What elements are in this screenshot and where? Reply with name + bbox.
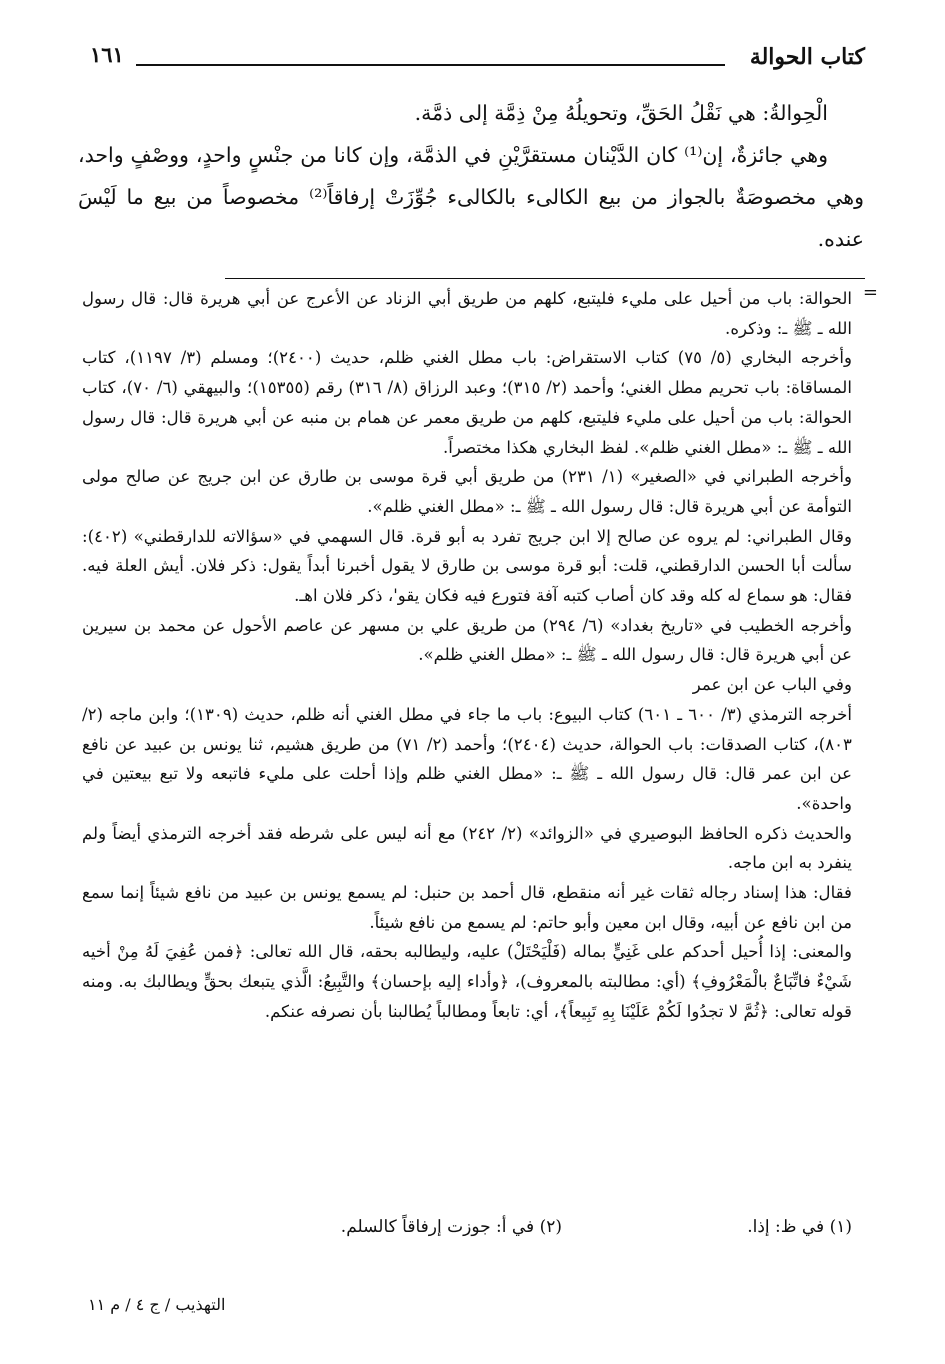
book-title: كتاب الحوالة <box>749 44 865 70</box>
note-paragraph: والمعنى: إذا أُحيل أحدكم على غَنِيٍّ بماله (فَلْيَحْتَلْ) عليه، وليطالبه بحقه، قال الله تعالى: ﴿فمن عُفِيَ لَهُ مِنْ أخيه شَيْءٌ فاتِّبَاعٌ بالْمَعْرُوفِ﴾ (أي: مطالبته بالمعروف)، ﴿وأداء إليه بإحسان﴾ والتَّبِيعُ: الَّذي يتبعك بحقٍّ ويطالبك به. ومنه قوله تعالى: ﴿ثُمَّ لا تجدُوا لَكُمْ عَلَيْنَا بِهِ تَبِيعاً﴾، أي: تابعاً ومطالباً يُطالبنا بأن نصرفه عنكم. <box>82 942 852 1021</box>
footnote-2: (٢) في أ: جوزت إرفاقاً كالسلم. <box>340 1217 562 1237</box>
commentary-notes <box>82 284 852 1027</box>
note-paragraph: وأخرجه الطبراني في «الصغير» (١/ ٢٣١) من طريق أبي قرة موسى بن طارق عن ابن جريج عن صالح مولى التوأمة عن أبي هريرة قال: قال رسول الله ـ ﷺ ـ: «مطل الغني ظلم». <box>82 467 852 516</box>
definition-line: الْحِوالةُ: هي نَقْلُ الحَقِّ، وتحويلُهُ مِنْ ذِمَّة إلى ذمَّة. <box>414 101 828 125</box>
note-paragraph: الحوالة: باب من أحيل على مليء فليتبع، كلهم من طريق أبي الزناد عن الأعرج عن أبي هريرة قال: قال رسول الله ـ ﷺ ـ: وذكره. <box>82 289 852 338</box>
note-paragraph: فقال: هذا إسناد رجاله ثقات غير أنه منقطع، قال أحمد بن حنبل: لم يسمع يونس بن عبيد من نافع شيئاً إنما سمع من ابن نافع عن أبيه، وقال ابن معين وأبو حاتم: لم يسمع من نافع شيئاً. <box>82 883 852 932</box>
note-paragraph: والحديث ذكره الحافظ البوصيري في «الزوائد» (٢/ ٢٤٢) مع أنه ليس على شرطه فقد أخرجه الترمذي أيضاً ولم ينفرد به ابن ماجه. <box>82 823 852 873</box>
footnote-1: (١) في ظ: إذا. <box>747 1217 852 1237</box>
footnote-separator <box>225 278 865 279</box>
note-paragraph: أخرجه الترمذي (٣/ ٦٠٠ ـ ٦٠١) كتاب البيوع: باب ما جاء في مطل الغني أنه ظلم، حديث (١٣٠٩)؛ وابن ماجه (٢/ ٨٠٣)، كتاب الصدقات: باب الحوالة، حديث (٢٤٠٤)؛ وأحمد (٢/ ٧١) من طريق هشيم، ثنا يونس بن عبيد عن نافع عن ابن عمر قال: قال رسول الله ـ ﷺ ـ: «مطل الغني ظلم وإذا أحلت على مليء فاتبعه ولا تبع بيعتين في واحدة». <box>82 704 852 813</box>
note-paragraph: وفي الباب عن ابن عمر <box>692 675 852 695</box>
running-header <box>90 36 865 76</box>
note-paragraph: وقال الطبراني: لم يروه عن صالح إلا ابن جريج تفرد به أبو قرة. قال السهمي في «سؤالاته للدارقطني» (٤٠٢): سألت أبا الحسن الدارقطني، قلت: أبو قرة موسى بن طارق لا يقول أخبرنا أبداً يقول: ذكر فلان. أيش العلة فيه. فقال: هو سماع له كله وقد كان أصاب كتبه آفة فتورع فيه فكان يقو'، ذكر فلان اهـ. <box>82 526 852 606</box>
main-paragraph: وهي جائزةٌ، إن⁽¹⁾ كان الدَّيْنان مستقرَّيْنِ في الذمَّة، وإن كانا من جنْسٍ واحدٍ، ووصْفٍ واحد، وهي مخصوصَةٌ بالجواز من بيع الكالىء بالكالىء جُوِّزَتْ إرفاقاً⁽²⁾ مخصوصاً من بيع ما لَيْسَ عنده. <box>78 143 864 251</box>
note-paragraph: وأخرجه الخطيب في «تاريخ بغداد» (٦/ ٢٩٤) من طريق علي بن مسهر عن عاصم الأحول عن محمد بن سيرين عن أبي هريرة قال: قال رسول الله ـ ﷺ ـ: «مطل الغني ظلم». <box>82 615 852 665</box>
print-signature: التهذيب / ج ٤ / م ١١ <box>88 1295 226 1314</box>
note-paragraph: وأخرجه البخاري (٥/ ٧٥) كتاب الاستقراض: باب مطل الغني ظلم، حديث (٢٤٠٠)؛ ومسلم (٣/ ١١٩٧)، كتاب المساقاة: باب تحريم مطل الغني؛ وأحمد (٢/ ٣١٥)؛ وعبد الرزاق (٨/ ٣١٦) رقم (١٥٣٥٥)؛ والبيهقي (٦/ ٧٠)، كتاب الحوالة: باب من أحيل على مليء فليتبع، كلهم من طريق معمر عن همام بن منبه عن أبي هريرة قال: قال رسول الله ـ ﷺ ـ: «مطل الغني ظلم». لفظ البخاري هكذا مختصراً. <box>82 348 852 457</box>
header-rule <box>136 64 725 66</box>
main-text <box>78 92 864 260</box>
continuation-mark: = <box>862 282 878 303</box>
page-number: ١٦١ <box>90 42 124 67</box>
